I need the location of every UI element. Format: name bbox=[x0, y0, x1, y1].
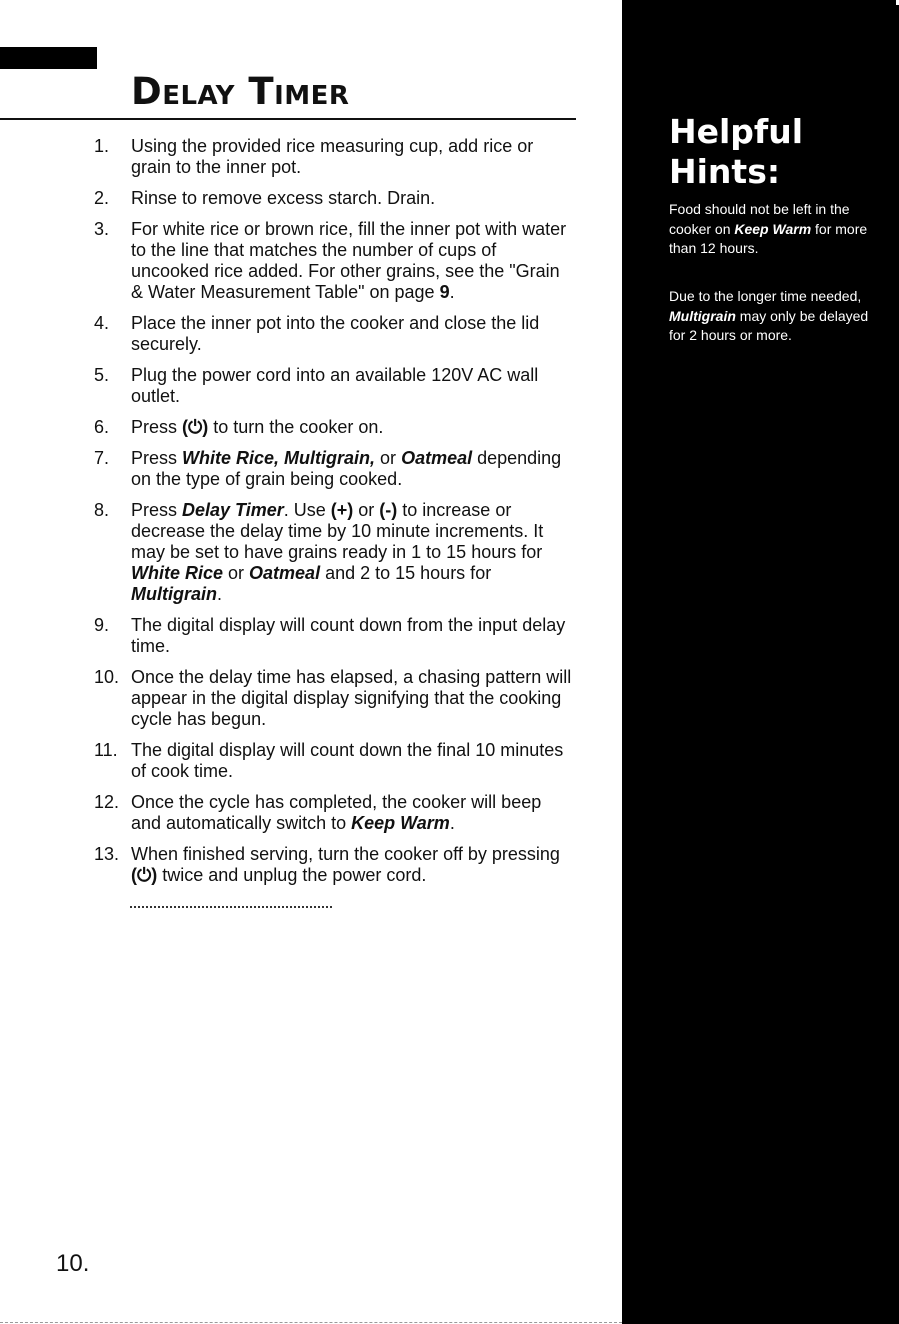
white-rice-label: White Rice bbox=[182, 448, 275, 468]
step-number: 5. bbox=[94, 365, 110, 385]
step-text: Press bbox=[131, 500, 183, 520]
step-text-end: twice and unplug the power cord. bbox=[157, 865, 427, 885]
step-13 bbox=[94, 844, 574, 886]
step-4 bbox=[94, 313, 574, 355]
step-text: When finished serving, turn the cooker off by pressing bbox=[131, 844, 560, 864]
step-number: 1. bbox=[94, 136, 110, 156]
hint-text: Food should not be left in the cooker on bbox=[669, 201, 850, 237]
hint-text-end: for more than 12 hours. bbox=[669, 220, 868, 256]
keep-warm-label: Keep Warm bbox=[734, 220, 812, 237]
step-text: Press bbox=[131, 448, 183, 468]
hint-text: Due to the longer time needed, bbox=[669, 288, 862, 304]
step-6 bbox=[94, 417, 574, 438]
white-rice-label: White Rice bbox=[131, 563, 224, 583]
step-number: 7. bbox=[94, 448, 110, 468]
step-number: 4. bbox=[94, 313, 110, 333]
step-text: or bbox=[223, 563, 250, 583]
step-text: Plug the power cord into an available 120V AC wall outlet. bbox=[131, 365, 539, 406]
step-number: 9. bbox=[94, 615, 110, 635]
power-button-symbol: (⏻) bbox=[182, 417, 209, 437]
step-number: 3. bbox=[94, 219, 110, 239]
bottom-trim-line bbox=[0, 1322, 622, 1323]
instruction-list bbox=[94, 136, 574, 896]
page-number: 10. bbox=[56, 1250, 90, 1277]
hint-text-end: may only be delayed for 2 hours or more. bbox=[669, 307, 869, 343]
step-text-end: . bbox=[449, 282, 455, 302]
step-3 bbox=[94, 219, 574, 303]
section-tab-marker bbox=[0, 47, 97, 69]
multigrain-label: Multigrain bbox=[669, 307, 736, 324]
step-text: For white rice or brown rice, fill the inner pot with water to the line that matches the number of cups of uncooked rice added. For other grains, see the "Grain & Water Measurement Table" on page bbox=[131, 219, 567, 302]
step-12 bbox=[94, 792, 574, 834]
step-8 bbox=[94, 500, 574, 605]
oatmeal-label: Oatmeal bbox=[401, 448, 473, 468]
step-text: Once the cycle has completed, the cooker will beep and automatically switch to bbox=[131, 792, 542, 833]
multigrain-label: Multigrain bbox=[131, 584, 217, 604]
power-button-symbol: (⏻) bbox=[131, 865, 158, 885]
step-10 bbox=[94, 667, 574, 730]
step-7 bbox=[94, 448, 574, 490]
title-rule bbox=[0, 118, 576, 120]
delay-timer-label: Delay Timer bbox=[182, 500, 284, 520]
step-text: Press bbox=[131, 417, 183, 437]
step-text: . Use bbox=[283, 500, 331, 520]
step-text: or bbox=[353, 500, 380, 520]
separator: or bbox=[375, 448, 402, 468]
step-number: 12. bbox=[94, 792, 120, 812]
step-text: Rinse to remove excess starch. Drain. bbox=[131, 188, 436, 208]
step-text-end: . bbox=[449, 813, 455, 833]
step-number: 13. bbox=[94, 844, 120, 864]
hints-title: Helpful Hints: bbox=[669, 112, 804, 191]
step-1 bbox=[94, 136, 574, 178]
step-text: and 2 to 15 hours for bbox=[320, 563, 492, 583]
page-reference: 9 bbox=[439, 282, 450, 302]
step-number: 6. bbox=[94, 417, 110, 437]
dotted-separator bbox=[130, 906, 332, 908]
page-title: Delay Timer bbox=[131, 70, 350, 113]
separator: , bbox=[274, 448, 285, 468]
hint-multigrain bbox=[669, 287, 869, 346]
step-text: Once the delay time has elapsed, a chasing pattern will appear in the digital display signifying that the cooking cycle has begun. bbox=[131, 667, 572, 729]
step-9 bbox=[94, 615, 574, 657]
step-text: Using the provided rice measuring cup, add rice or grain to the inner pot. bbox=[131, 136, 534, 177]
step-text: The digital display will count down the final 10 minutes of cook time. bbox=[131, 740, 564, 781]
step-number: 11. bbox=[94, 740, 118, 760]
keep-warm-label: Keep Warm bbox=[351, 813, 450, 833]
step-text-end: to turn the cooker on. bbox=[208, 417, 384, 437]
step-text: The digital display will count down from the input delay time. bbox=[131, 615, 566, 656]
minus-button-symbol: (-) bbox=[379, 500, 398, 520]
step-number: 8. bbox=[94, 500, 110, 520]
step-number: 10. bbox=[94, 667, 120, 687]
step-text-end: . bbox=[217, 584, 223, 604]
plus-button-symbol: (+) bbox=[330, 500, 354, 520]
helpful-hints-sidebar bbox=[622, 0, 899, 1324]
step-text: to increase or decrease the delay time by 10 minute increments. It may be set to have grains ready in 1 to 15 hours for bbox=[131, 500, 544, 562]
hint-keep-warm bbox=[669, 200, 869, 259]
step-2 bbox=[94, 188, 574, 209]
multigrain-label: Multigrain, bbox=[284, 448, 376, 468]
oatmeal-label: Oatmeal bbox=[249, 563, 321, 583]
step-text-end: depending on the type of grain being cooked. bbox=[131, 448, 562, 489]
step-11 bbox=[94, 740, 574, 782]
step-text: Place the inner pot into the cooker and close the lid securely. bbox=[131, 313, 540, 354]
step-5 bbox=[94, 365, 574, 407]
step-number: 2. bbox=[94, 188, 110, 208]
